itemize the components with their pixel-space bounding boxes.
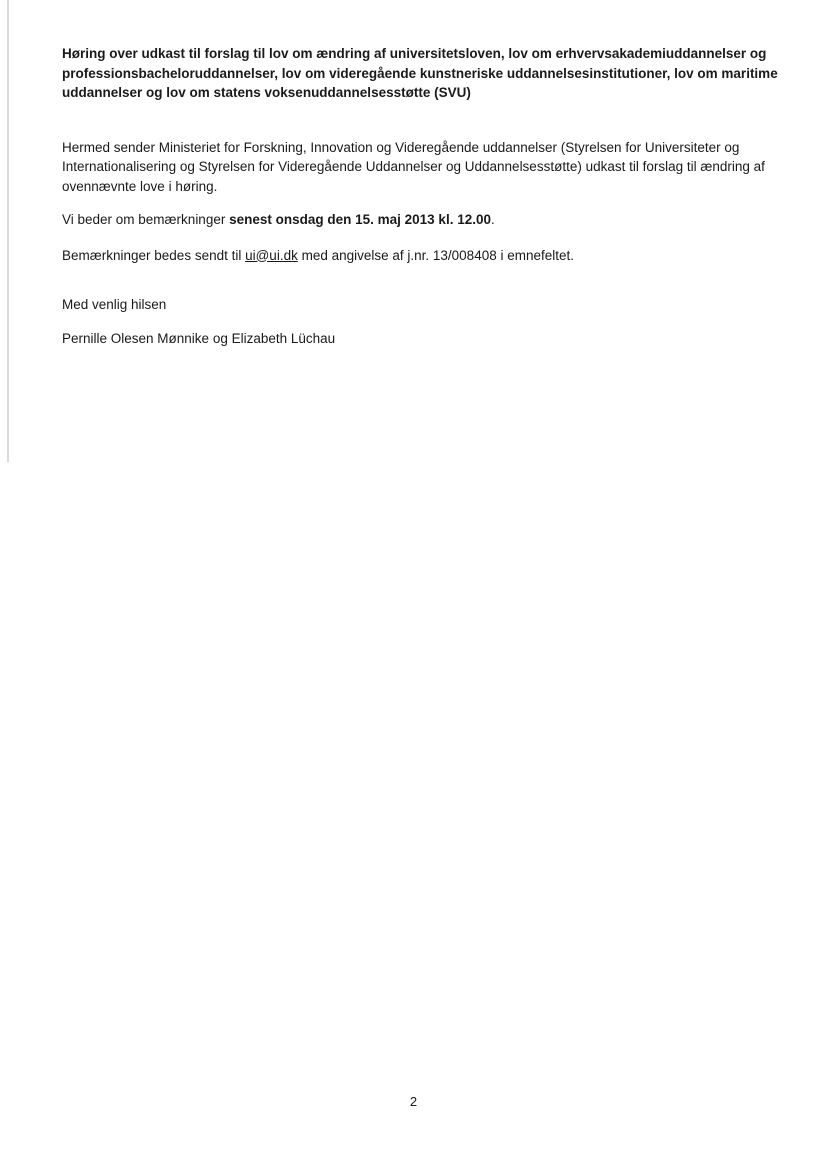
submission-prefix: Bemærkninger bedes sendt til <box>62 247 246 263</box>
email-link[interactable]: ui@ui.dk <box>245 247 298 263</box>
closing-greeting: Med venlig hilsen <box>62 297 167 312</box>
deadline-prefix: Vi beder om bemærkninger <box>62 212 230 227</box>
deadline-suffix: . <box>490 212 495 227</box>
letter-body <box>62 44 787 348</box>
submission-paragraph <box>62 246 787 266</box>
signature: Pernille Olesen Mønnike og Elizabeth Lüchau <box>62 330 336 346</box>
submission-suffix: med angivelse af j.nr. 13/008408 i emnefeltet. <box>297 247 575 263</box>
intro-paragraph: Hermed sender Ministeriet for Forskning, Innovation og Videregående uddannelser (Styrelsen for Universiteter og Internationalisering og Styrelsen for Videregående Uddannelser og Uddannelsesstøtte) udkast til forslag til ændring af ovennævnte love i høring. <box>62 139 765 194</box>
scan-edge-line <box>7 0 9 462</box>
deadline-date: senest onsdag den 15. maj 2013 kl. 12.00 <box>229 212 491 227</box>
page-number: 2 <box>409 1094 418 1109</box>
deadline-paragraph <box>62 210 787 230</box>
document-heading: Høring over udkast til forslag til lov om ændring af universitetsloven, lov om erhvervsakademiuddannelser og professionsbacheloruddannelser, lov om videregående kunstneriske uddannelsesinstitutioner, lov om maritime uddannelser og lov om statens voksenuddannelsesstøtte (SVU) <box>62 46 778 100</box>
